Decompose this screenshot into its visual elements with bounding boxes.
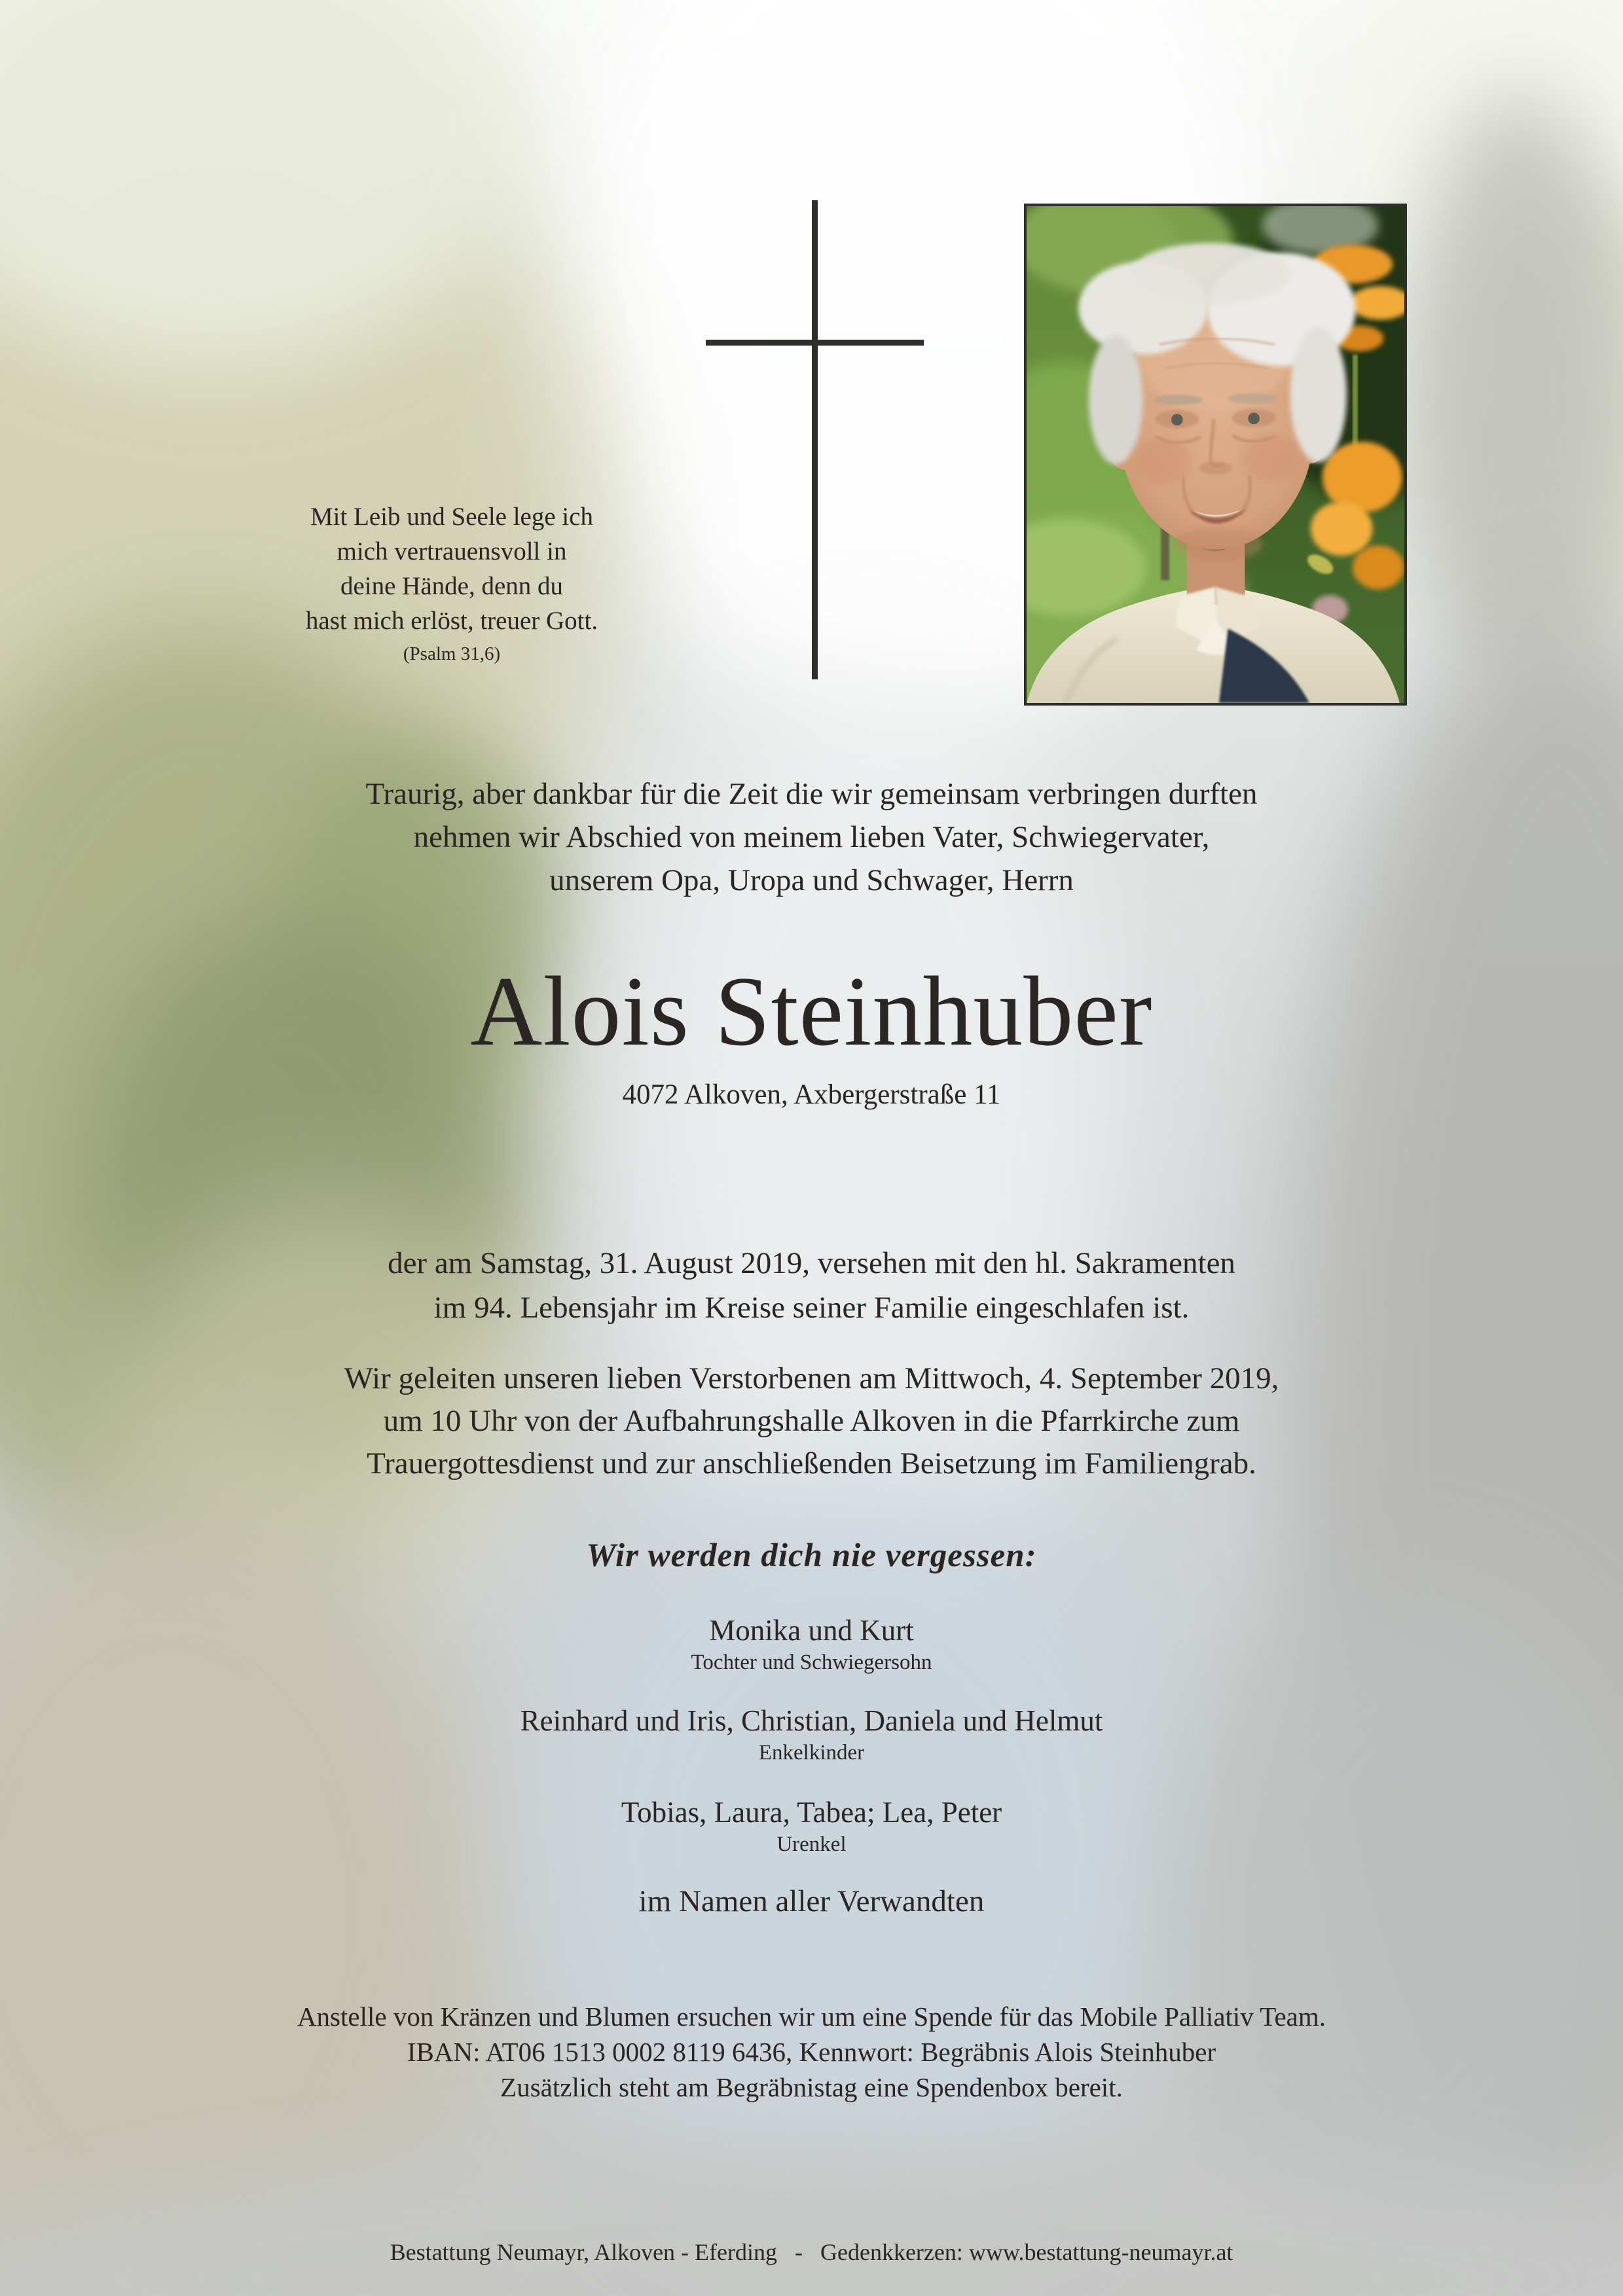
psalm-line: Mit Leib und Seele lege ich <box>310 503 594 531</box>
funeral-info-line: Wir geleiten unseren lieben Verstorbenen am Mittwoch, 4. September 2019, <box>344 1361 1279 1395</box>
intro-line: Traurig, aber dankbar für die Zeit die wir gemeinsam verbringen durften <box>365 777 1258 811</box>
psalm-line: deine Hände, denn du <box>340 572 564 600</box>
intro-line: unserem Opa, Uropa und Schwager, Herrn <box>549 863 1074 897</box>
portrait-illustration <box>1027 206 1404 703</box>
donation-line: Zusätzlich steht am Begräbnistag eine Spendenbox bereit. <box>500 2072 1123 2102</box>
mourner-relation: Urenkel <box>776 1833 847 1856</box>
funeral-info-line: Trauergottesdienst und zur anschließenden Beisetzung im Familiengrab. <box>367 1446 1256 1480</box>
donation-notice <box>0 1999 1623 2105</box>
death-info-line: der am Samstag, 31. August 2019, versehen mit den hl. Sakramenten <box>388 1246 1235 1280</box>
mourner-names: Monika und Kurt <box>709 1614 914 1647</box>
mourner-names: Reinhard und Iris, Christian, Daniela und Helmut <box>520 1704 1103 1737</box>
mourner-group <box>0 1795 1623 1859</box>
funeral-home-footer: Bestattung Neumayr, Alkoven - Eferding - Gedenkkerzen: www.bestattung-neumayr.at <box>390 2239 1233 2265</box>
closing-line: im Namen aller Verwandten <box>638 1884 985 1918</box>
mourner-group <box>0 1613 1623 1677</box>
mourner-relation: Tochter und Schwiegersohn <box>691 1651 932 1674</box>
portrait-photo <box>1024 204 1407 706</box>
funeral-info-line: um 10 Uhr von der Aufbahrungshalle Alkoven in die Pfarrkirche zum <box>383 1404 1240 1438</box>
cross-icon <box>706 340 924 346</box>
mourner-names: Tobias, Laura, Tabea; Lea, Peter <box>621 1796 1002 1829</box>
introduction-text <box>0 772 1623 902</box>
donation-line: Anstelle von Kränzen und Blumen ersuchen wir um eine Spende für das Mobile Palliativ Team. <box>297 2001 1326 2032</box>
farewell-heading: Wir werden dich nie vergessen: <box>586 1537 1037 1574</box>
mourner-group <box>0 1703 1623 1767</box>
death-information <box>0 1241 1623 1330</box>
funeral-information <box>0 1357 1623 1485</box>
deceased-address: 4072 Alkoven, Axbergerstraße 11 <box>622 1079 1001 1110</box>
psalm-reference: (Psalm 31,6) <box>403 643 501 664</box>
death-info-line: im 94. Lebensjahr im Kreise seiner Familie eingeschlafen ist. <box>433 1291 1190 1325</box>
donation-line: IBAN: AT06 1513 0002 8119 6436, Kennwort: Begräbnis Alois Steinhuber <box>407 2037 1216 2067</box>
psalm-line: hast mich erlöst, treuer Gott. <box>305 607 598 635</box>
deceased-name: Alois Steinhuber <box>470 956 1153 1066</box>
cross-icon <box>812 200 818 679</box>
psalm-line: mich vertrauensvoll in <box>337 537 567 565</box>
intro-line: nehmen wir Abschied von meinem lieben Vater, Schwiegervater, <box>413 820 1210 854</box>
psalm-quote <box>216 499 687 667</box>
mourner-relation: Enkelkinder <box>758 1741 865 1765</box>
